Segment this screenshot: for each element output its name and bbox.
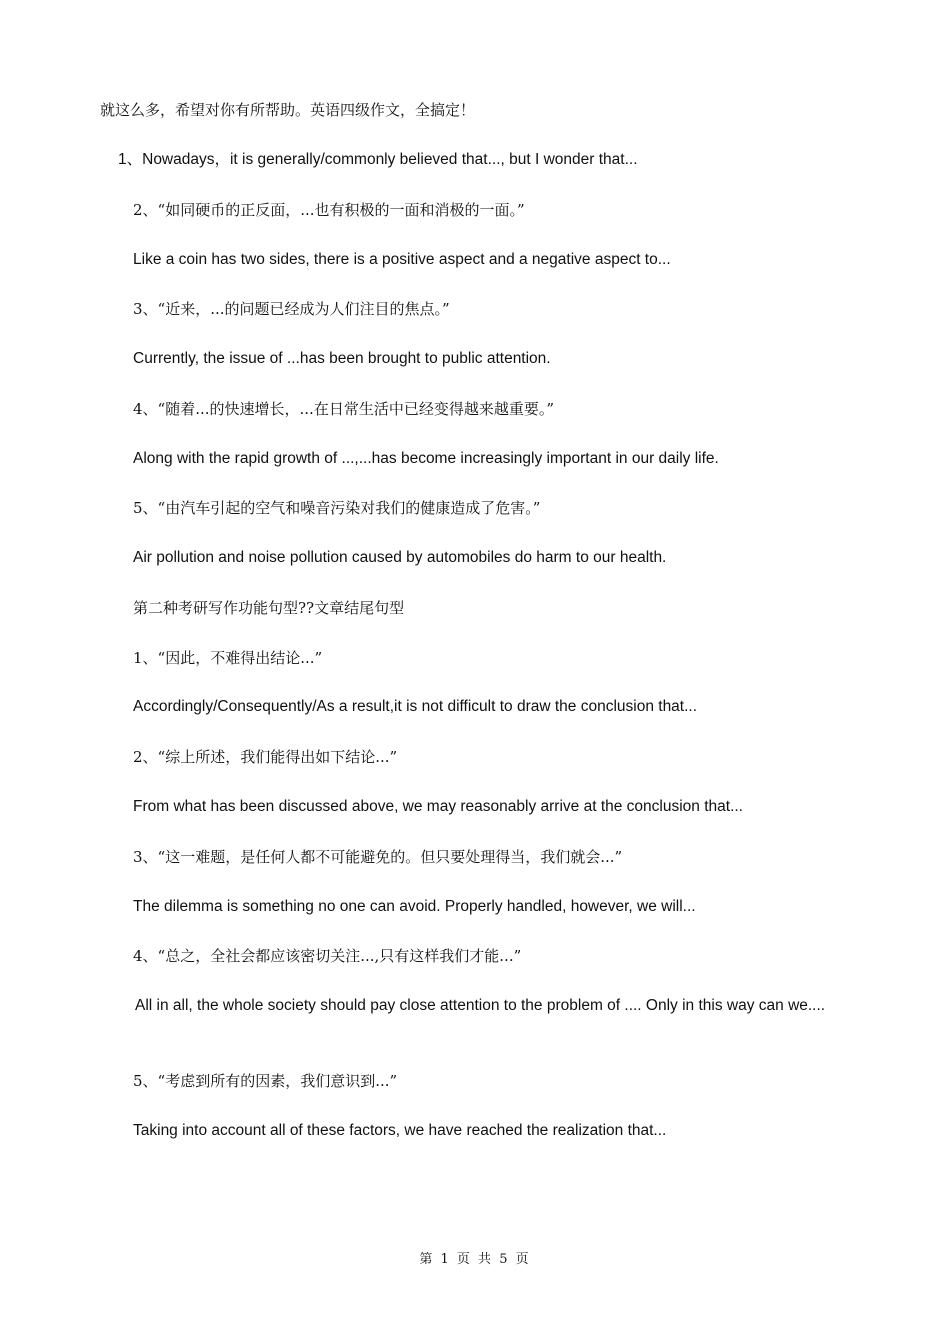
closing-item-4-chinese: 4、“总之，全社会都应该密切关注...,只有这样我们才能...” xyxy=(133,947,522,965)
closing-item-5-chinese: 5、“考虑到所有的因素，我们意识到...” xyxy=(133,1072,398,1090)
closing-item-4-english: All in all, the whole society should pay close attention to the problem of .... Only in this way can we.... xyxy=(135,997,826,1014)
closing-item-3-english: The dilemma is something no one can avoid. Properly handled, however, we will... xyxy=(133,898,696,915)
opening-item-1: 1、Nowadays，it is generally/commonly believed that..., but I wonder that... xyxy=(118,151,638,168)
closing-item-3-chinese: 3、“这一难题，是任何人都不可能避免的。但只要处理得当，我们就会...” xyxy=(133,848,623,866)
page-footer: 第 1 页 共 5 页 xyxy=(419,1252,531,1267)
closing-item-1-chinese: 1、“因此，不难得出结论...” xyxy=(133,649,323,667)
opening-item-2-english: Like a coin has two sides, there is a positive aspect and a negative aspect to... xyxy=(133,251,671,268)
intro-text: 就这么多，希望对你有所帮助。英语四级作文，全搞定！ xyxy=(100,101,476,119)
closing-item-1-english: Accordingly/Consequently/As a result,it is not difficult to draw the conclusion that... xyxy=(133,698,698,715)
opening-item-3-english: Currently, the issue of ...has been brought to public attention. xyxy=(133,350,551,367)
closing-item-5-english: Taking into account all of these factors, we have reached the realization that... xyxy=(133,1122,667,1139)
closing-item-2-chinese: 2、“综上所述，我们能得出如下结论...” xyxy=(133,748,398,766)
opening-item-4-english: Along with the rapid growth of ...,...has become increasingly important in our daily life. xyxy=(133,450,719,467)
closing-item-2-english: From what has been discussed above, we may reasonably arrive at the conclusion that... xyxy=(133,798,743,815)
opening-item-2-chinese: 2、“如同硬币的正反面，...也有积极的一面和消极的一面。” xyxy=(133,201,525,219)
opening-item-4-chinese: 4、“随着...的快速增长，...在日常生活中已经变得越来越重要。” xyxy=(133,400,554,418)
opening-item-3-chinese: 3、“近来，...的问题已经成为人们注目的焦点。” xyxy=(133,300,450,318)
opening-item-5-chinese: 5、“由汽车引起的空气和噪音污染对我们的健康造成了危害。” xyxy=(133,499,541,517)
section-heading: 第二种考研写作功能句型??文章结尾句型 xyxy=(133,599,405,617)
opening-item-5-english: Air pollution and noise pollution caused by automobiles do harm to our health. xyxy=(133,549,667,566)
